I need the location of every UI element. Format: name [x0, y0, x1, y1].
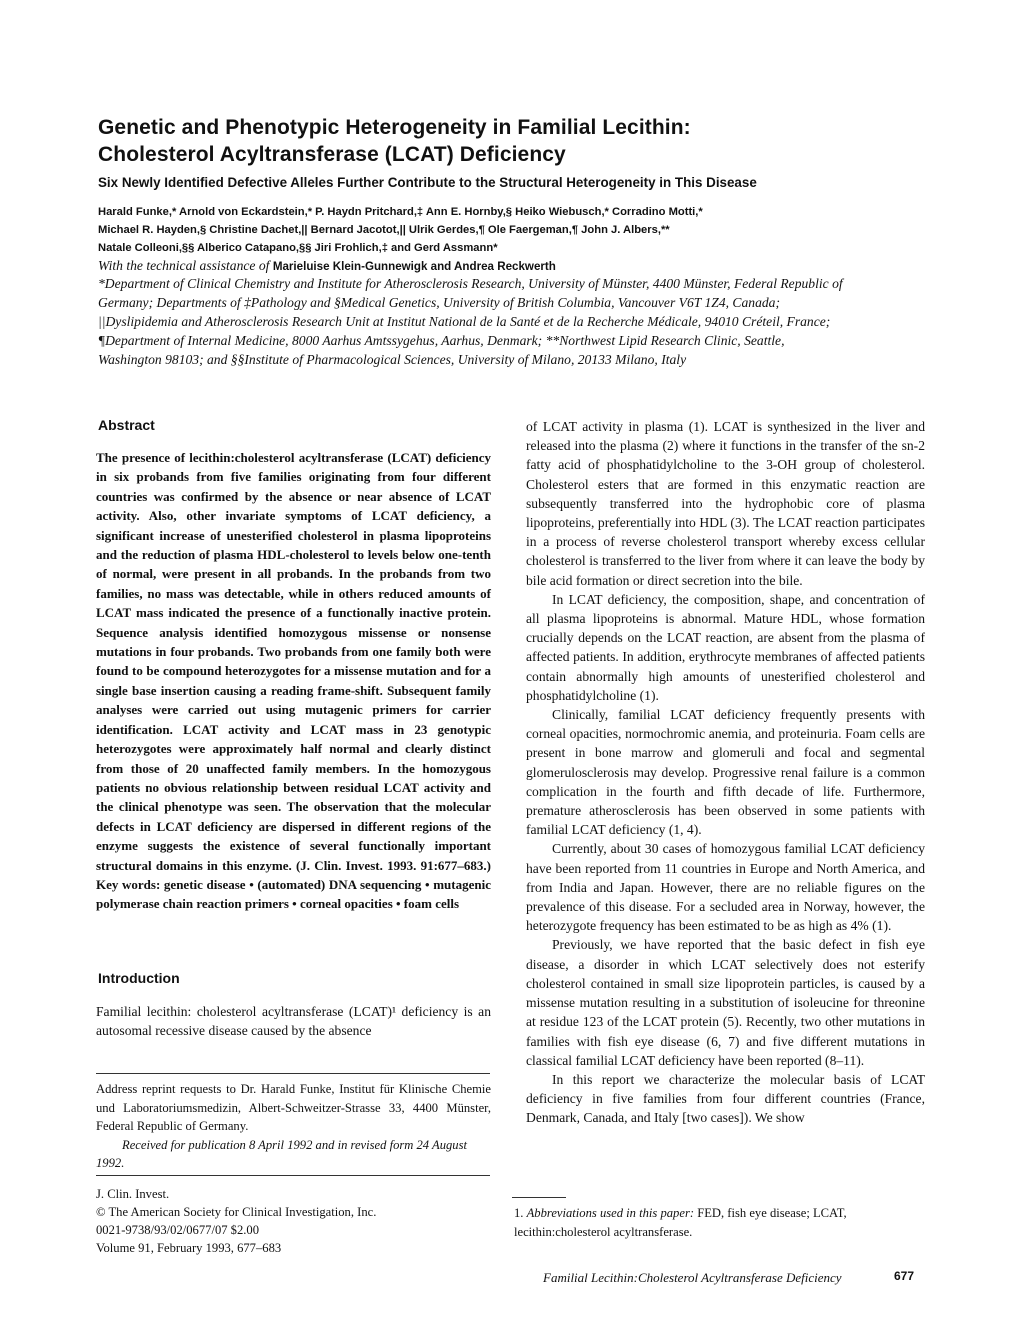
volume-info: Volume 91, February 1993, 677–683	[96, 1241, 282, 1255]
author-line-3: Natale Colleoni,§§ Alberico Catapano,§§ Jiri Frohlich,‡ and Gerd Assmann*	[98, 242, 498, 254]
issn-code: 0021-9738/93/02/0677/07 $2.00	[96, 1223, 260, 1237]
affiliation-line: ||Dyslipidemia and Atherosclerosis Research Unit at Institut National de la Santé et de la Recherche Médicale, 94010 Créteil, France;	[98, 314, 831, 329]
affiliation-line: ¶Department of Internal Medicine, 8000 Aarhus Amtssygehus, Aarhus, Denmark; **Northwest Lipid Research Clinic, Seattle,	[98, 333, 785, 348]
abstract-heading: Abstract	[98, 417, 155, 433]
paragraph: In LCAT deficiency, the composition, shape, and concentration of all plasma lipoproteins is abnormal. Mature HDL, whose formation crucially depends on the LCAT reaction, are absent from the plasma of affected patients. In addition, erythrocyte membranes of affected patients contain abnormally high amounts of unesterified cholesterol and phosphatidylcholine (1).	[526, 591, 925, 703]
assistance-names: Marieluise Klein-Gunnewigk and Andrea Reckwerth	[272, 260, 556, 273]
author-line-2: Michael R. Hayden,§ Christine Dachet,|| Bernard Jacotot,|| Ulrik Gerdes,¶ Ole Faergeman,¶ John J. Albers,**	[98, 224, 670, 236]
affiliation-line: Washington 98103; and §§Institute of Pharmacological Sciences, University of Milano, 20133 Milano, Italy	[98, 352, 687, 367]
paragraph: of LCAT activity in plasma (1). LCAT is synthesized in the liver and released into the plasma (2) where it functions in the transfer of the sn-2 fatty acid of phosphatidylcholine to the 3-OH group of cholesterol. Cholesterol esters that are formed in this enzymatic reaction are subsequently transferred into the hydrophobic core of plasma lipoproteins, preferentially into HDL (3). The LCAT reaction participates in a process of reverse cholesterol transport whereby excess cellular cholesterol is transferred to the liver from where it can leave the body by bile acid formation or direct secretion into the bile.	[526, 419, 925, 588]
footnote-label: Abbreviations used in this paper:	[526, 1206, 695, 1220]
footnote-text: FED, fish eye disease; LCAT, lecithin:cholesterol acyltransferase.	[514, 1206, 847, 1239]
introduction-text: Familial lecithin: cholesterol acyltransferase (LCAT)¹ deficiency is an autosomal recessive disease caused by the absence	[96, 1004, 491, 1039]
journal-name: J. Clin. Invest.	[96, 1187, 170, 1201]
footnote-divider	[96, 1073, 490, 1074]
affiliation-line: Germany; Departments of ‡Pathology and §Medical Genetics, University of British Columbia, Vancouver V6T 1Z4, Canada;	[98, 295, 780, 310]
footnote-abbreviations	[514, 1204, 924, 1241]
paragraph: Clinically, familial LCAT deficiency frequently presents with corneal opacities, normochromic anemia, and proteinuria. Foam cells are present in bone marrow and glomeruli and focal and segmental glomerulosclerosis may develop. Progressive renal failure is a common complication in the fourth and fifth decade of life. Furthermore, premature atherosclerosis has been observed in some patients with familial LCAT deficiency (1, 4).	[526, 707, 925, 838]
footnote-rule	[512, 1197, 566, 1198]
introduction-column	[96, 1002, 491, 1040]
paragraph: In this report we characterize the molecular basis of LCAT deficiency in five families from four different countries (France, Denmark, Canada, and Italy [two cases]). We show	[526, 1071, 925, 1126]
paragraph: Previously, we have reported that the basic defect in fish eye disease, a disorder in which LCAT selectively does not esterify cholesterol contained in small size lipoprotein particles, is caused by a missense mutation resulting in a substitution of isoleucine for threonine at residue 123 of the LCAT protein (5). Recently, two other mutations in families with fish eye disease (6, 7) and five different mutations in classical familial LCAT deficiency have been reported (8–11).	[526, 937, 925, 1068]
abstract-text: The presence of lecithin:cholesterol acyltransferase (LCAT) deficiency in six probands from five families originating from four different countries was confirmed by the absence or near absence of LCAT activity. Also, other invariate symptoms of LCAT deficiency, a significant increase of unesterified cholesterol in plasma lipoproteins and the reduction of plasma HDL-cholesterol to levels below one-tenth of normal, were present in all probands. In the probands from two families, no mass was detectable, while in others reduced amounts of LCAT mass indicated the presence of a functionally inactive protein. Sequence analysis identified homozygous missense or nonsense mutations in four probands. Two probands from one family both were found to be compound heterozygotes for a missense mutation and for a single base insertion causing a reading frame-shift. Subsequent family analyses were carried out using mutagenic primers for carrier identification. LCAT activity and LCAT mass in 23 genotypic heterozygotes were approximately half normal and clearly distinct from those of 20 unaffected family members. In the homozygous patients no obvious relationship between residual LCAT activity and the clinical phenotype was seen. The observation that the molecular defects in LCAT deficiency are dispersed in different regions of the enzyme suggests the existence of several functionally important structural domains in this enzyme. (J. Clin. Invest. 1993. 91:677–683.) Key words: genetic disease • (automated) DNA sequencing • mutagenic polymerase chain reaction primers • corneal opacities • foam cells	[96, 450, 491, 912]
paper-title-line-2: Cholesterol Acyltransferase (LCAT) Deficiency	[98, 143, 566, 166]
received-dates: Received for publication 8 April 1992 and in revised form 24 August 1992.	[96, 1137, 468, 1170]
paper-title-line-1: Genetic and Phenotypic Heterogeneity in Familial Lecithin:	[98, 116, 691, 139]
reprint-address: Address reprint requests to Dr. Harald Funke, Institut für Klinische Chemie und Laboratoriumsmedizin, Albert-Schweitzer-Strasse 33, 4400 Münster, Federal Republic of Germany.	[96, 1082, 491, 1133]
copyright: © The American Society for Clinical Investigation, Inc.	[96, 1205, 377, 1219]
page-number: 677	[894, 1269, 915, 1283]
abstract-column	[96, 448, 491, 914]
journal-info-divider	[96, 1175, 490, 1176]
right-column	[526, 417, 925, 1128]
assistance-prefix: With the technical assistance of	[98, 258, 273, 273]
affiliation-line: *Department of Clinical Chemistry and Institute for Atherosclerosis Research, University of Münster, 4400 Münster, Federal Republic of	[98, 276, 843, 291]
author-line-1: Harald Funke,* Arnold von Eckardstein,* P. Haydn Pritchard,‡ Ann E. Hornby,§ Heiko Wiebusch,* Corradino Motti,*	[98, 206, 703, 218]
paragraph: Currently, about 30 cases of homozygous familial LCAT deficiency have been reported from 11 countries in Europe and North America, and from India and Japan. However, there are no reliable figures on the prevalence of this disease. For a secluded area in Norway, however, the heterozygote frequency has been estimated to be as high as 4% (1).	[526, 841, 925, 934]
paper-subtitle: Six Newly Identified Defective Alleles Further Contribute to the Structural Heterogeneity in This Disease	[98, 175, 757, 190]
technical-assistance	[98, 258, 556, 274]
running-head: Familial Lecithin:Cholesterol Acyltransferase Deficiency	[543, 1270, 842, 1285]
footnote-number: 1.	[514, 1206, 524, 1220]
introduction-heading: Introduction	[98, 970, 180, 986]
correspondence-block	[96, 1080, 491, 1173]
